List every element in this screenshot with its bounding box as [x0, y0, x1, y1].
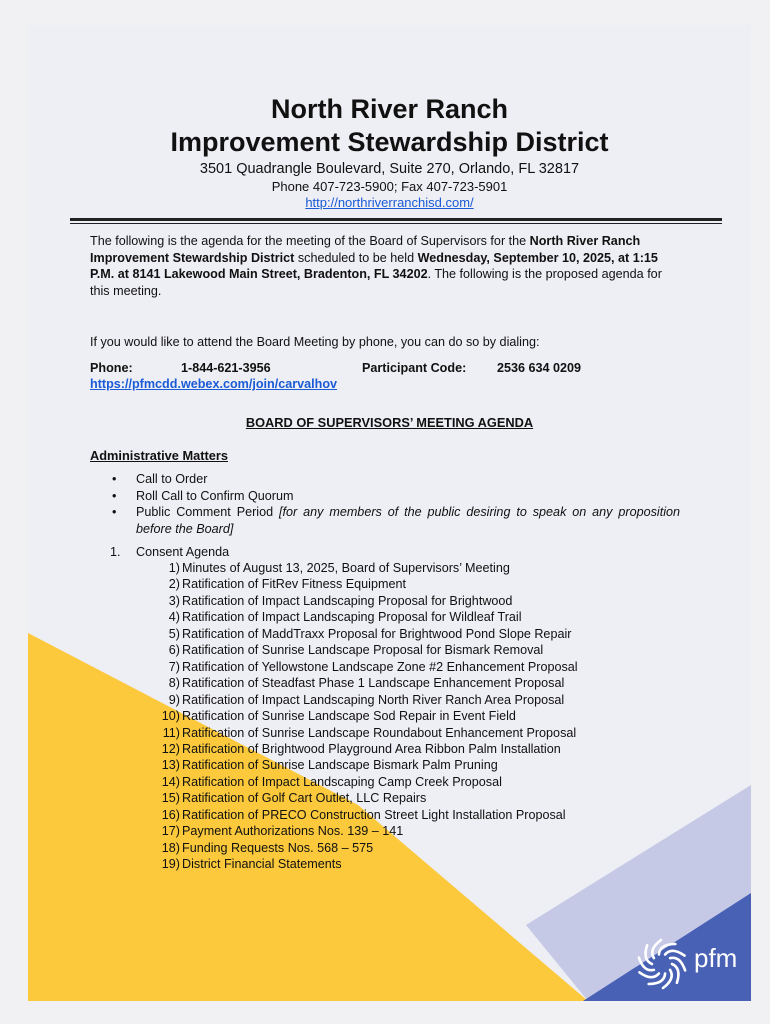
consent-item-number: 10): [161, 709, 180, 724]
list-item: [108, 488, 680, 505]
intro-text-1: The following is the agenda for the meeting of the Board of Supervisors for the: [90, 234, 530, 248]
district-title: [28, 93, 751, 159]
pfm-logo-icon: [633, 935, 691, 993]
consent-item-text: Ratification of Brightwood Playground Area Ribbon Palm Installation: [182, 741, 561, 756]
logo-arc: [646, 945, 652, 964]
consent-item-text: Ratification of Yellowstone Landscape Zone #2 Enhancement Proposal: [182, 659, 578, 674]
consent-item-text: Ratification of FitRev Fitness Equipment: [182, 577, 406, 592]
consent-item-text: Minutes of August 13, 2025, Board of Supervisors’ Meeting: [182, 561, 510, 575]
consent-item-text: District Financial Statements: [182, 857, 342, 872]
pfm-logo-text: pfm: [694, 943, 738, 973]
consent-item-number: 13): [161, 758, 180, 773]
consent-item: [154, 807, 578, 823]
consent-item: [154, 576, 578, 592]
consent-item: [154, 692, 578, 708]
consent-item: [154, 560, 578, 576]
consent-item-number: 4): [168, 610, 180, 625]
intro-text-3: . The following is the proposed agenda for this meeting.: [90, 267, 662, 298]
title-line-1: North River Ranch: [270, 94, 509, 124]
consent-item-number: 16): [161, 807, 180, 822]
consent-item-number: 19): [161, 857, 180, 872]
consent-item-text: Ratification of Sunrise Landscape Roundabout Enhancement Proposal: [182, 725, 577, 740]
consent-item-number: 1): [168, 561, 180, 575]
consent-item-number: 8): [168, 676, 180, 691]
district-website-link[interactable]: http://northriverranchisd.com/: [305, 195, 474, 210]
consent-item-number: 7): [168, 659, 180, 674]
consent-item-text: Ratification of Impact Landscaping North River Ranch Area Proposal: [182, 692, 565, 707]
administrative-list: [108, 471, 680, 537]
consent-item: [154, 708, 578, 724]
public-comment-label: Public Comment Period: [136, 505, 280, 519]
consent-items-list: [154, 560, 578, 873]
consent-item-text: Ratification of Impact Landscaping Proposal for Brightwood: [182, 593, 513, 608]
administrative-matters-heading: Administrative Matters: [90, 448, 228, 463]
logo-arc: [665, 951, 684, 956]
agenda-title: BOARD OF SUPERVISORS’ MEETING AGENDA: [245, 415, 534, 430]
dial-in-instructions: If you would like to attend the Board Meeting by phone, you can do so by dialing:: [90, 335, 540, 349]
header-divider-thin: [70, 223, 722, 224]
phone-label: Phone:: [90, 361, 133, 375]
consent-item: [154, 725, 578, 741]
consent-item-number: 18): [161, 840, 180, 855]
consent-number: 1.: [110, 545, 121, 559]
consent-item-text: Ratification of Sunrise Landscape Proposal for Bismark Removal: [182, 643, 544, 658]
consent-item: [154, 642, 578, 658]
consent-item-text: Ratification of MaddTraxx Proposal for Brightwood Pond Slope Repair: [182, 626, 572, 641]
consent-item-number: 15): [161, 791, 180, 806]
bullet-icon: •: [112, 488, 117, 503]
consent-item: [154, 856, 578, 872]
consent-item-text: Ratification of Impact Landscaping Proposal for Wildleaf Trail: [182, 610, 522, 625]
consent-item: [154, 659, 578, 675]
participant-code: 2536 634 0209: [497, 361, 582, 375]
intro-paragraph: [90, 233, 682, 299]
consent-label: Consent Agenda: [136, 545, 230, 559]
consent-item-text: Ratification of Sunrise Landscape Sod Repair in Event Field: [182, 709, 516, 724]
title-line-2: Improvement Stewardship District: [170, 127, 609, 157]
consent-item: [154, 774, 578, 790]
consent-item-number: 6): [168, 643, 180, 658]
consent-item: [154, 790, 578, 806]
consent-item-text: Ratification of Golf Cart Outlet, LLC Repairs: [182, 791, 427, 806]
district-phone-fax: Phone 407-723-5900; Fax 407-723-5901: [271, 179, 508, 194]
phone-number: 1-844-621-3956: [181, 361, 271, 375]
consent-item-number: 12): [161, 741, 180, 756]
list-item: [108, 504, 680, 537]
bullet-icon: •: [112, 505, 117, 519]
consent-item-number: 14): [161, 774, 180, 789]
logo-arc: [640, 972, 659, 977]
intro-text-2: scheduled to be held: [294, 250, 418, 265]
consent-item: [154, 675, 578, 691]
list-item: [108, 471, 680, 488]
intro-district-name: North River Ranch Improvement Stewardship District: [90, 234, 641, 265]
logo-arc: [672, 964, 678, 983]
participant-code-label: Participant Code:: [362, 361, 467, 375]
consent-item: [154, 840, 578, 856]
consent-item: [154, 609, 578, 625]
document-page: [28, 25, 751, 1001]
consent-item: [154, 823, 578, 839]
consent-item: [154, 757, 578, 773]
consent-item-number: 11): [162, 725, 180, 740]
consent-item: [154, 741, 578, 757]
consent-item-number: 3): [168, 593, 180, 608]
consent-item-number: 9): [168, 692, 180, 707]
consent-item: [154, 626, 578, 642]
consent-item-text: Funding Requests Nos. 568 – 575: [182, 840, 374, 855]
consent-item-text: Payment Authorizations Nos. 139 – 141: [182, 824, 404, 839]
consent-item-number: 17): [161, 824, 180, 839]
district-address: 3501 Quadrangle Boulevard, Suite 270, Orlando, FL 32817: [199, 161, 580, 177]
list-item-text: Call to Order: [136, 472, 208, 486]
consent-item-number: 5): [168, 626, 180, 641]
bullet-icon: •: [112, 472, 117, 486]
public-comment-note: [for any members of the public desiring to speak on any proposition before the Board]: [136, 505, 680, 536]
consent-item-text: Ratification of PRECO Construction Street Light Installation Proposal: [182, 807, 566, 822]
header-divider-thick: [70, 218, 722, 221]
consent-item-number: 2): [168, 577, 180, 592]
consent-item-text: Ratification of Impact Landscaping Camp Creek Proposal: [182, 774, 502, 789]
consent-item-text: Ratification of Steadfast Phase 1 Landscape Enhancement Proposal: [182, 676, 565, 691]
list-item-text: Roll Call to Confirm Quorum: [136, 488, 294, 503]
webex-link[interactable]: https://pfmcdd.webex.com/join/carvalhov: [90, 377, 338, 391]
consent-item-text: Ratification of Sunrise Landscape Bismark Palm Pruning: [182, 758, 498, 773]
intro-meeting-datetime: Wednesday, September 10, 2025, at 1:15 P.M. at 8141 Lakewood Main Street, Bradenton, FL 34202: [90, 250, 658, 281]
consent-item: [154, 593, 578, 609]
